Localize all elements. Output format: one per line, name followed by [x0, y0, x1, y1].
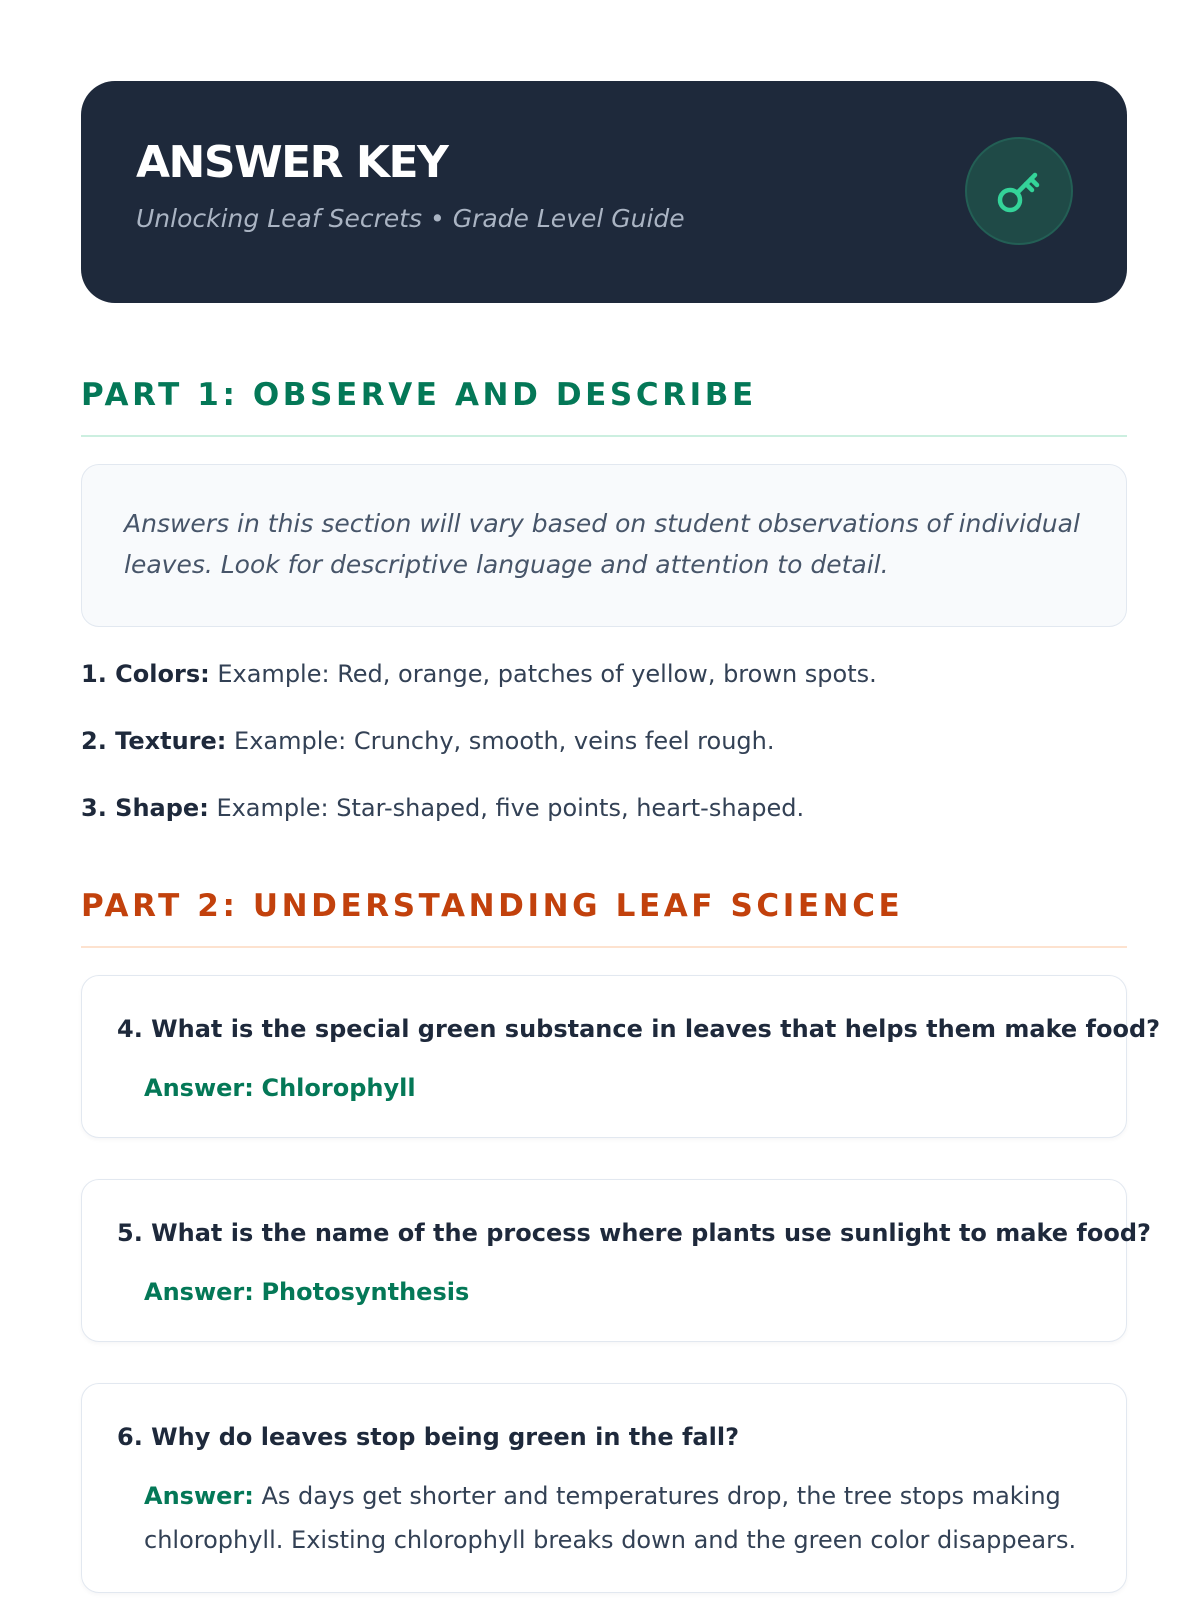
part1-note: Answers in this section will vary based on student observations of individual leaves. Look for descriptive language and attention to detail.	[81, 464, 1127, 627]
answer-value: Photosynthesis	[261, 1278, 470, 1306]
part2-title: PART 2: UNDERSTANDING LEAF SCIENCE	[81, 886, 1127, 948]
answer-label: Answer:	[144, 1278, 254, 1306]
question-card-6	[81, 1383, 1127, 1593]
observation-text: Example: Crunchy, smooth, veins feel rough.	[234, 727, 775, 755]
answer-value: As days get shorter and temperatures drop, the tree stops making chlorophyll. Existing chlorophyll breaks down and the green color disappears.	[144, 1482, 1077, 1554]
observation-label: 1. Colors:	[81, 660, 210, 688]
answer-key-page	[81, 81, 1161, 1593]
page-subtitle: Unlocking Leaf Secrets • Grade Level Guide	[136, 204, 685, 233]
observation-item-texture	[81, 721, 1127, 761]
question-card-4	[81, 975, 1161, 1138]
answer-key-header	[81, 81, 1127, 303]
part1-title: PART 1: OBSERVE AND DESCRIBE	[81, 375, 1127, 437]
answer-text	[117, 1066, 1096, 1110]
key-badge	[965, 137, 1073, 245]
question-text: 4. What is the special green substance in leaves that helps them make food?	[117, 1015, 1161, 1043]
observation-label: 3. Shape:	[81, 794, 209, 822]
observation-list	[81, 654, 1127, 828]
answer-value: Chlorophyll	[261, 1074, 416, 1102]
answer-label: Answer:	[144, 1074, 254, 1102]
question-text: 6. Why do leaves stop being green in the fall?	[117, 1423, 739, 1451]
observation-text: Example: Red, orange, patches of yellow, brown spots.	[217, 660, 877, 688]
answer-text	[117, 1474, 1096, 1562]
answer-text	[117, 1270, 1096, 1314]
key-icon	[993, 165, 1045, 217]
question-text: 5. What is the name of the process where plants use sunlight to make food?	[117, 1219, 1151, 1247]
observation-label: 2. Texture:	[81, 727, 227, 755]
answer-label: Answer:	[144, 1482, 254, 1510]
observation-item-shape	[81, 788, 1127, 828]
observation-item-colors	[81, 654, 1127, 694]
page-title: ANSWER KEY	[136, 137, 448, 188]
observation-text: Example: Star-shaped, five points, heart-shaped.	[216, 794, 805, 822]
question-card-5	[81, 1179, 1151, 1342]
